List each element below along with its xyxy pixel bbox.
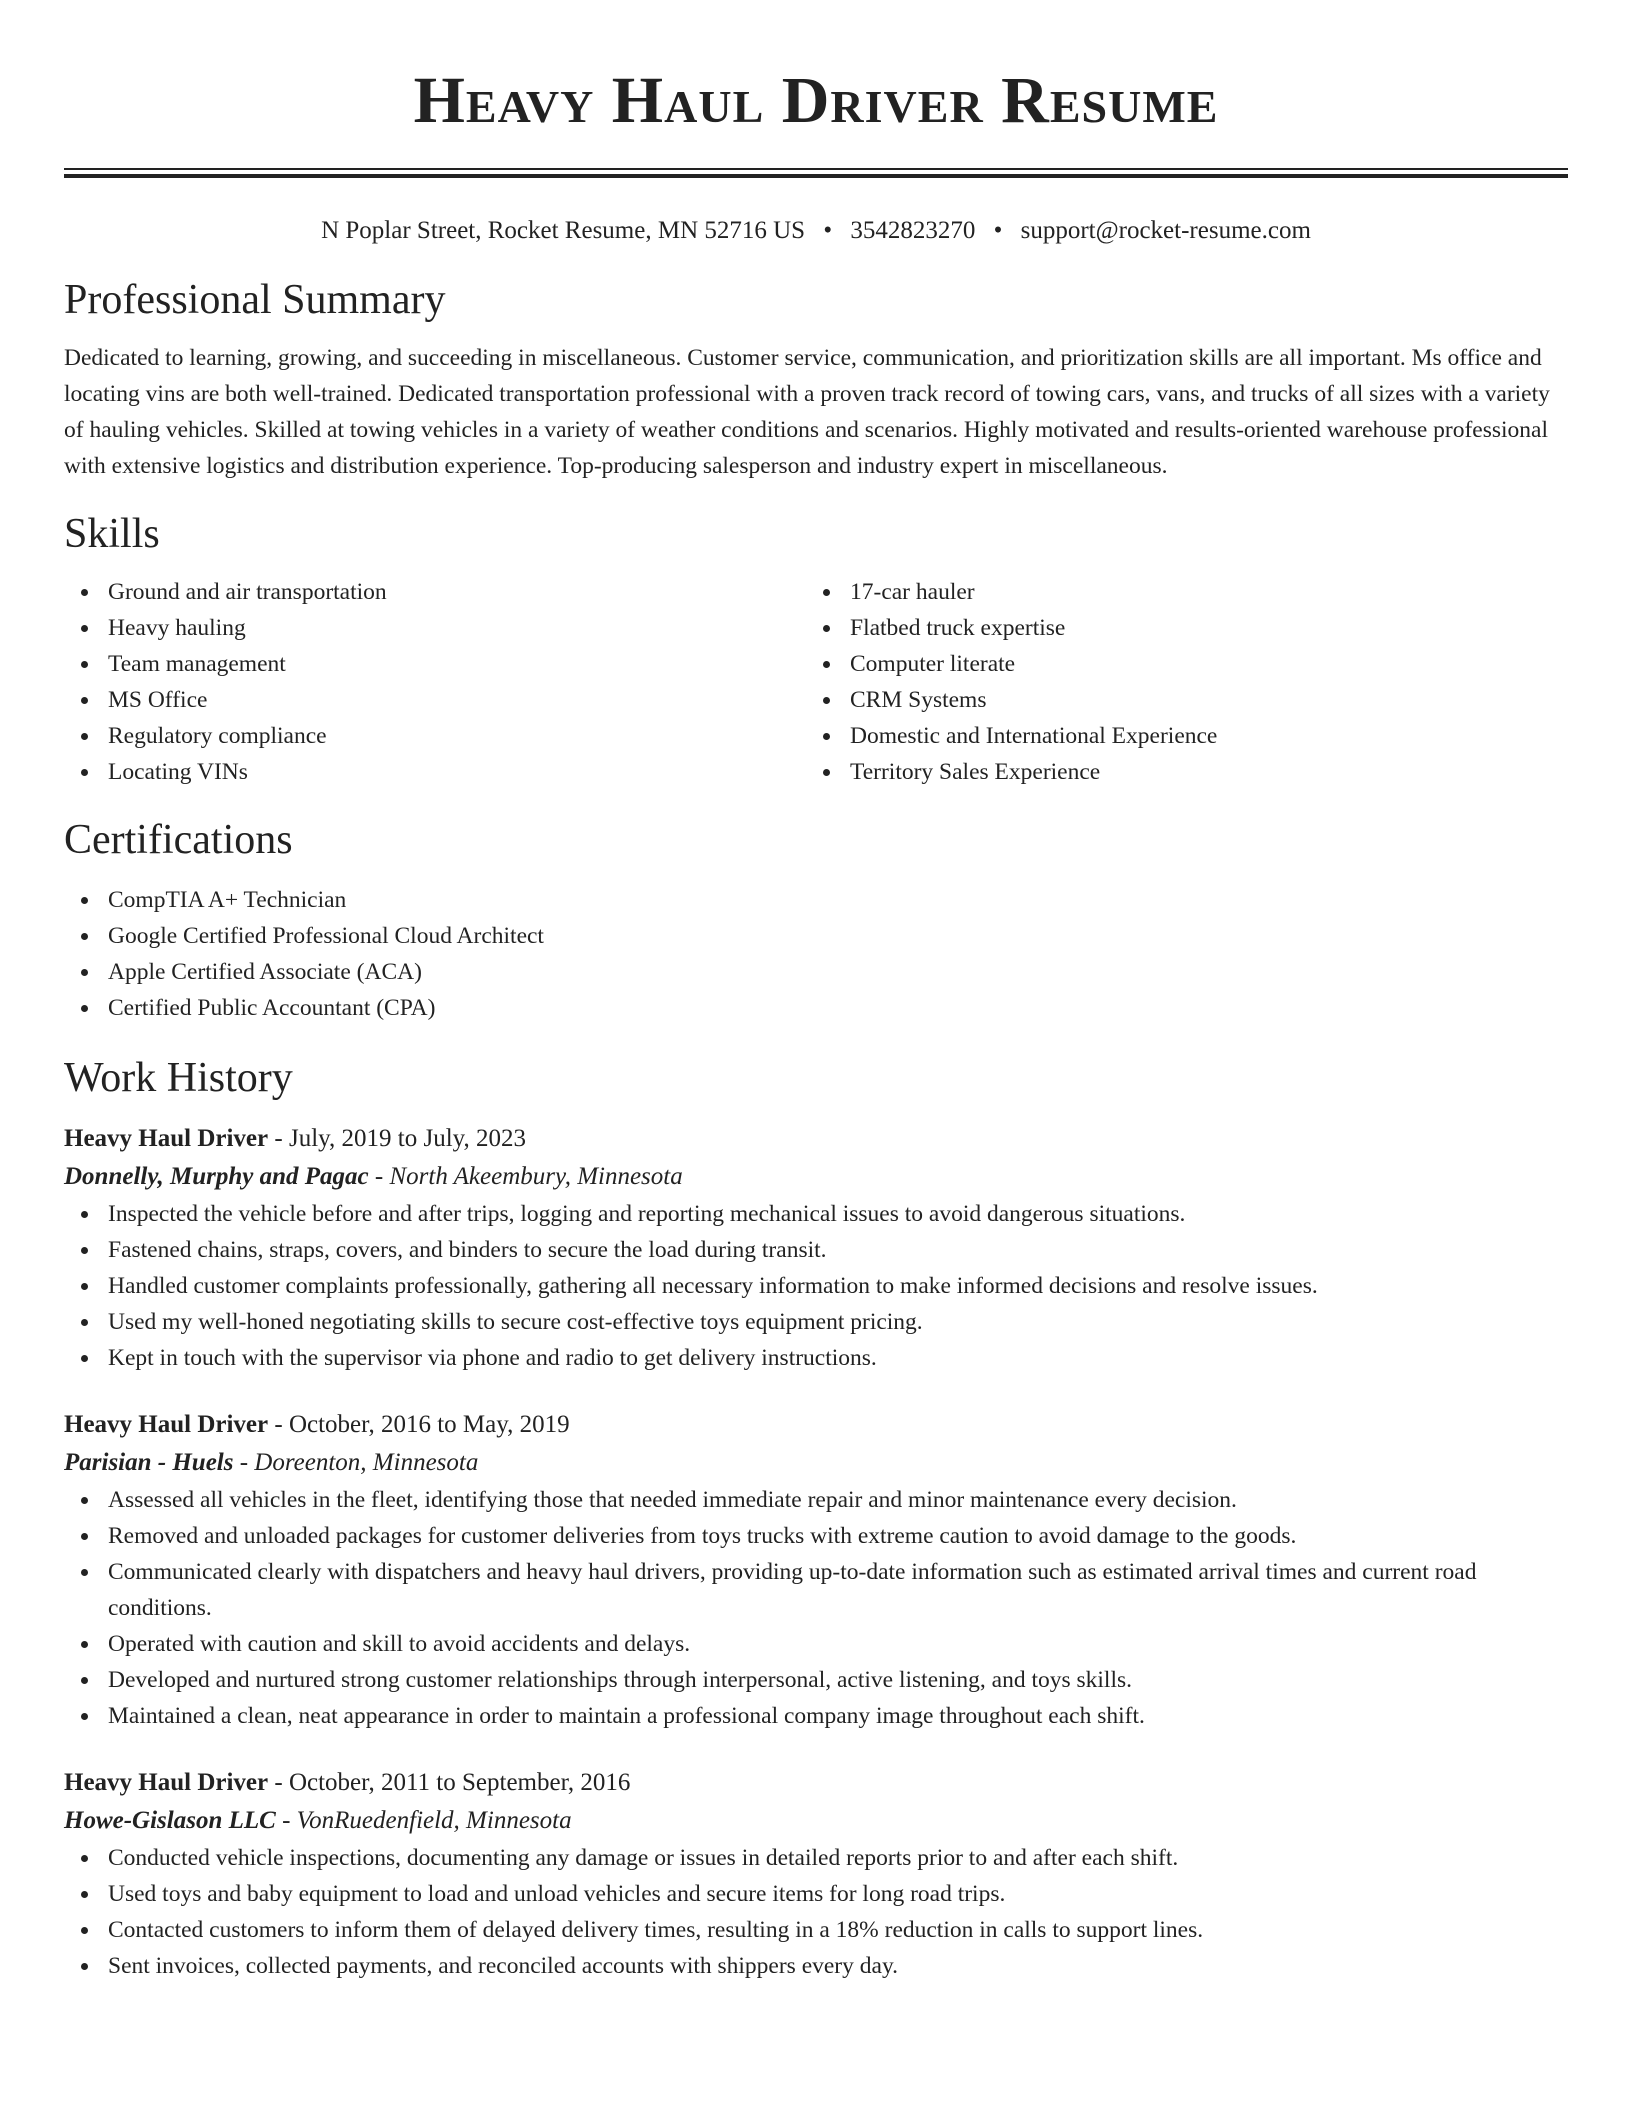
job-company-line: [64, 1802, 1568, 1840]
contact-address: N Poplar Street, Rocket Resume, MN 52716 US: [321, 217, 806, 244]
job-dates: - October, 2011 to September, 2016: [268, 1769, 631, 1796]
contact-separator: •: [993, 217, 1003, 244]
job-bullet: Used my well-honed negotiating skills to secure cost-effective toys equipment pricing.: [64, 1304, 1568, 1340]
certification-item: Certified Public Accountant (CPA): [64, 990, 1568, 1026]
skills-grid: [64, 574, 1568, 790]
certification-item: Google Certified Professional Cloud Architect: [64, 918, 1568, 954]
certifications-list: [64, 882, 1568, 1026]
job-entry: [64, 1120, 1568, 1376]
job-title: Heavy Haul Driver: [64, 1125, 269, 1152]
skills-column-left: [64, 574, 806, 790]
contact-phone: 3542823270: [850, 217, 976, 244]
skill-item: Domestic and International Experience: [806, 718, 1548, 754]
skill-item: Locating VINs: [64, 754, 806, 790]
skill-item: Computer literate: [806, 646, 1548, 682]
skill-item: Flatbed truck expertise: [806, 610, 1548, 646]
job-dates: - July, 2019 to July, 2023: [268, 1125, 527, 1152]
contact-line: [64, 214, 1568, 248]
job-bullets: [64, 1482, 1568, 1734]
job-bullets: [64, 1196, 1568, 1376]
work-history-section: [64, 1052, 1568, 1984]
skills-section: [64, 508, 1568, 790]
skill-item: Territory Sales Experience: [806, 754, 1548, 790]
job-bullet: Sent invoices, collected payments, and reconciled accounts with shippers every day.: [64, 1948, 1568, 1984]
contact-email: support@rocket-resume.com: [1020, 217, 1311, 244]
job-bullet: Conducted vehicle inspections, documenting any damage or issues in detailed reports prior to and after each shift.: [64, 1840, 1568, 1876]
job-title-line: [64, 1406, 1568, 1444]
section-heading-summary: Professional Summary: [64, 277, 446, 323]
job-bullet: Used toys and baby equipment to load and unload vehicles and secure items for long road trips.: [64, 1876, 1568, 1912]
job-entry: [64, 1406, 1568, 1734]
job-bullet: Assessed all vehicles in the fleet, identifying those that needed immediate repair and minor maintenance every decision.: [64, 1482, 1568, 1518]
certification-item: CompTIA A+ Technician: [64, 882, 1568, 918]
job-bullet: Maintained a clean, neat appearance in order to maintain a professional company image throughout each shift.: [64, 1698, 1568, 1734]
resume-title: Heavy Haul Driver Resume: [413, 64, 1219, 137]
skill-item: Heavy hauling: [64, 610, 806, 646]
skills-column-right: [806, 574, 1548, 790]
job-bullet: Removed and unloaded packages for customer deliveries from toys trucks with extreme caution to avoid damage to the goods.: [64, 1518, 1568, 1554]
job-company-line: [64, 1444, 1568, 1482]
job-location: - Doreenton, Minnesota: [233, 1449, 479, 1476]
job-bullet: Handled customer complaints professionally, gathering all necessary information to make informed decisions and resolve issues.: [64, 1268, 1568, 1304]
job-title-line: [64, 1764, 1568, 1802]
job-bullet: Contacted customers to inform them of delayed delivery times, resulting in a 18% reduction in calls to support lines.: [64, 1912, 1568, 1948]
title-divider: [64, 168, 1568, 178]
job-entry: [64, 1764, 1568, 1984]
job-company: Donnelly, Murphy and Pagac: [64, 1163, 369, 1190]
skill-item: Regulatory compliance: [64, 718, 806, 754]
job-bullet: Operated with caution and skill to avoid accidents and delays.: [64, 1626, 1568, 1662]
summary-section: [64, 274, 1568, 484]
certification-item: Apple Certified Associate (ACA): [64, 954, 1568, 990]
job-bullets: [64, 1840, 1568, 1984]
job-title: Heavy Haul Driver: [64, 1411, 269, 1438]
skill-item: 17-car hauler: [806, 574, 1548, 610]
skills-list-right: [806, 574, 1548, 790]
job-dates: - October, 2016 to May, 2019: [268, 1411, 570, 1438]
section-heading-certifications: Certifications: [64, 817, 293, 863]
skill-item: Team management: [64, 646, 806, 682]
contact-separator: •: [823, 217, 833, 244]
job-bullet: Fastened chains, straps, covers, and binders to secure the load during transit.: [64, 1232, 1568, 1268]
resume-page: [64, 0, 1568, 1984]
skills-list-left: [64, 574, 806, 790]
job-company: Howe-Gislason LLC: [64, 1807, 276, 1834]
skill-item: MS Office: [64, 682, 806, 718]
job-bullet: Communicated clearly with dispatchers and heavy haul drivers, providing up-to-date information such as estimated arrival times and current road conditions.: [64, 1554, 1568, 1626]
job-company: Parisian - Huels: [64, 1449, 234, 1476]
job-bullet: Kept in touch with the supervisor via phone and radio to get delivery instructions.: [64, 1340, 1568, 1376]
job-location: - VonRuedenfield, Minnesota: [275, 1807, 572, 1834]
job-title: Heavy Haul Driver: [64, 1769, 269, 1796]
skill-item: CRM Systems: [806, 682, 1548, 718]
job-title-line: [64, 1120, 1568, 1158]
job-company-line: [64, 1158, 1568, 1196]
skill-item: Ground and air transportation: [64, 574, 806, 610]
job-location: - North Akeembury, Minnesota: [368, 1163, 683, 1190]
job-bullet: Inspected the vehicle before and after trips, logging and reporting mechanical issues to avoid dangerous situations.: [64, 1196, 1568, 1232]
summary-text: Dedicated to learning, growing, and succeeding in miscellaneous. Customer service, communication, and prioritization skills are all important. Ms office and locating vins are both well-trained. Dedicated transportation professional with a proven track record of towing cars, vans, and trucks of all sizes with a variety of hauling vehicles. Skilled at towing vehicles in a variety of weather conditions and scenarios. Highly motivated and results-oriented warehouse professional with extensive logistics and distribution experience. Top-producing salesperson and industry expert in miscellaneous.: [64, 345, 1550, 479]
section-heading-work-history: Work History: [64, 1055, 293, 1101]
section-heading-skills: Skills: [64, 511, 160, 557]
job-bullet: Developed and nurtured strong customer relationships through interpersonal, active listening, and toys skills.: [64, 1662, 1568, 1698]
certifications-section: [64, 814, 1568, 1026]
